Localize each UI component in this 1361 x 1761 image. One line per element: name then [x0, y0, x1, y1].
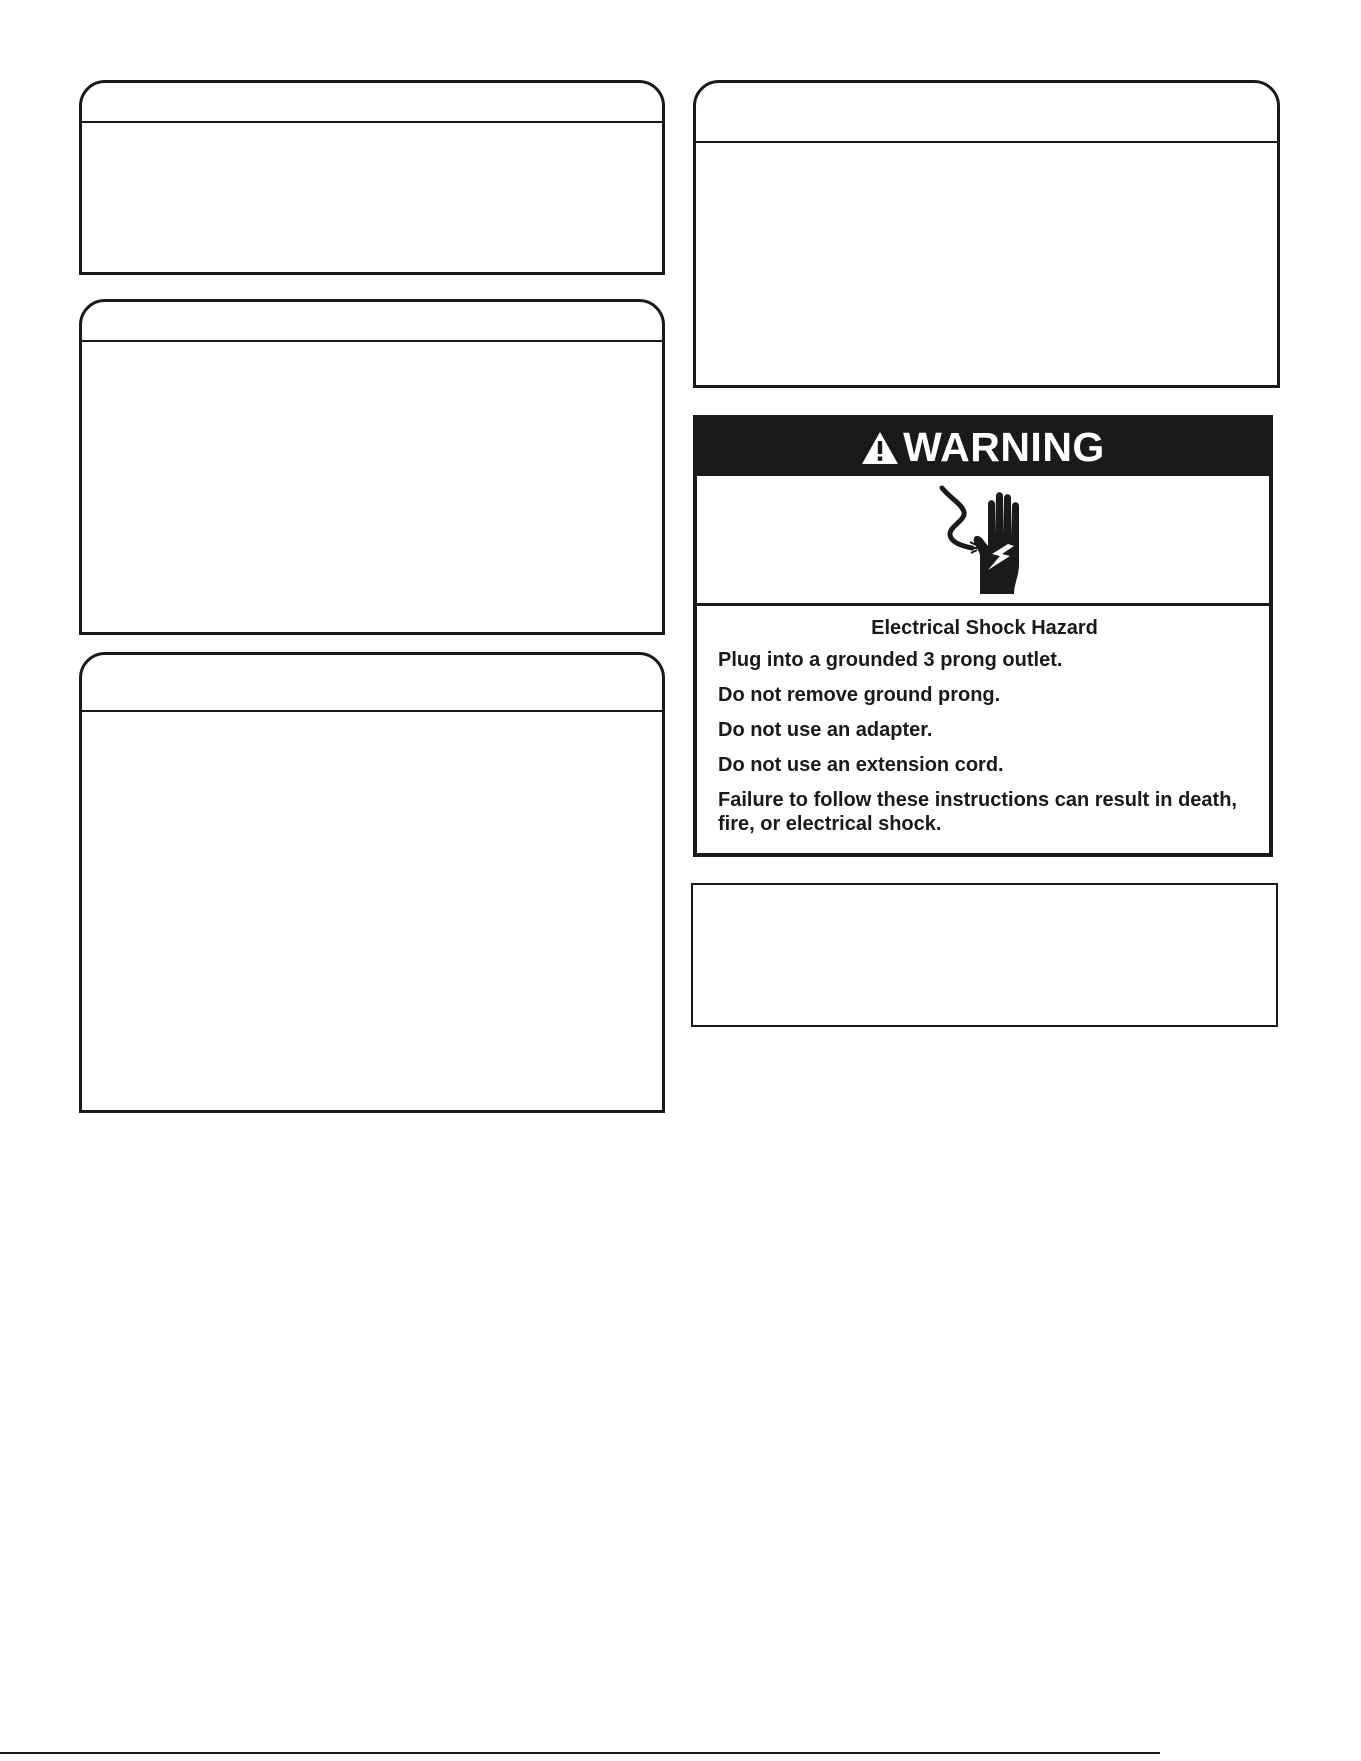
- pictogram-area: [697, 476, 1269, 606]
- blank-panel-top-left: [79, 80, 665, 275]
- warning-consequence: Failure to follow these instructions can result in death, fire, or electrical shock.: [718, 789, 1237, 835]
- signal-word: WARNING: [903, 424, 1105, 470]
- footer-rule: [0, 1752, 1160, 1754]
- warning-instruction: Do not use an adapter.: [718, 719, 933, 741]
- blank-panel-top-right: [693, 80, 1280, 388]
- warning-header: [697, 419, 1269, 476]
- electrical-shock-hand-icon: [928, 482, 1038, 597]
- warning-triangle-icon: [861, 431, 899, 465]
- blank-box-bottom-right: [691, 883, 1278, 1027]
- warning-body: [697, 606, 1269, 853]
- warning-instruction: Do not use an extension cord.: [718, 754, 1004, 776]
- blank-panel-middle-left: [79, 299, 665, 635]
- warning-instruction: Do not remove ground prong.: [718, 684, 1001, 706]
- panel-tab: [696, 83, 1277, 143]
- warning-instruction: Plug into a grounded 3 prong outlet.: [718, 649, 1063, 671]
- hazard-title: Electrical Shock Hazard: [871, 617, 1098, 639]
- panel-tab: [82, 655, 662, 712]
- panel-tab: [82, 83, 662, 123]
- electrical-shock-warning-label: [693, 415, 1273, 857]
- panel-tab: [82, 302, 662, 342]
- blank-panel-bottom-left: [79, 652, 665, 1113]
